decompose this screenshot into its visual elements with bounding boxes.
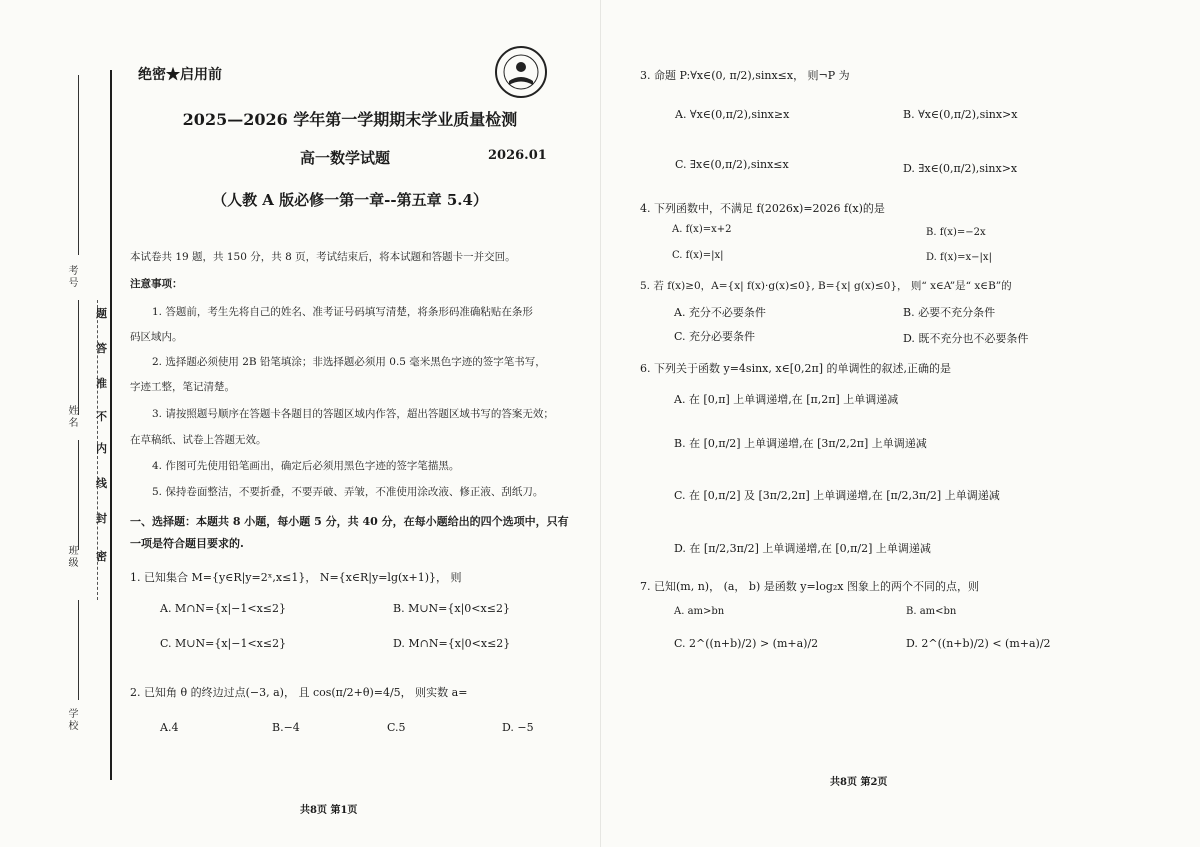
notice-3: 3. 请按照题号顺序在答题卡各题目的答题区域内作答，超出答题区域书写的答案无效； [152,408,554,420]
notice-1-cont: 码区域内。 [130,331,183,343]
q5-option-a: A. 充分不必要条件 [674,306,766,319]
notice-2: 2. 选择题必须使用 2B 铅笔填涂；非选择题必须用 0.5 毫米黑色字迹的签字笔书写， [152,356,546,368]
xuexiao-line [78,600,79,700]
q2-option-b: B.−4 [272,721,300,734]
q7-option-b: B. am<bn [906,606,957,617]
notice-1: 1. 答题前，考生先将自己的姓名、准考证号码填写清楚，将条形码准确粘贴在条形 [152,306,533,318]
q6-option-b: B. 在 [0,π/2] 上单调递增,在 [3π/2,2π] 上单调递减 [674,437,927,450]
intro-text: 本试卷共 19 题，共 150 分，共 8 页，考试结束后，将本试题和答题卡一并交回。 [130,251,516,263]
seal-char: 不 [96,410,107,423]
exam-subject: 高一数学试题 [300,149,391,167]
q1-option-a: A. M∩N={x|−1<x≤2} [160,602,287,615]
q3-option-d: D. ∃x∈(0,π/2),sinx>x [903,162,1018,175]
q3-option-c: C. ∃x∈(0,π/2),sinx≤x [675,158,789,171]
q4-option-d: D. f(x)=x−|x| [926,252,992,263]
q1-option-c: C. M∪N={x|−1<x≤2} [160,637,287,650]
question-5: 5. 若 f(x)≥0，A={x| f(x)·g(x)≤0}, B={x| g(x)≤0}， 则“ x∈A”是“ x∈B”的 [640,280,1012,292]
page-2-footer: 共8页 第2页 [830,777,888,788]
seal-char: 内 [96,442,107,455]
q7-option-d: D. 2^((n+b)/2) < (m+a)/2 [906,637,1051,650]
q2-option-c: C.5 [387,721,406,734]
q4-option-a: A. f(x)=x+2 [672,224,732,235]
exam-scope: （人教 A 版必修一第一章--第五章 5.4） [212,191,488,209]
kaohao-label: 考号 [66,265,77,289]
confidential-label: 绝密★启用前 [138,67,222,83]
seal-char: 题 [96,307,107,320]
binding-line [110,70,112,780]
notice-3-cont: 在草稿纸、试卷上答题无效。 [130,434,267,446]
q4-option-b: B. f(x)=−2x [926,227,986,238]
q3-option-a: A. ∀x∈(0,π/2),sinx≥x [675,108,790,121]
seal-char: 准 [96,377,107,390]
notice-title: 注意事项： [130,278,183,290]
page-divider [600,0,601,847]
q6-option-d: D. 在 [π/2,3π/2] 上单调递增,在 [0,π/2] 上单调递减 [674,542,931,555]
seal-char: 封 [96,512,107,525]
question-7: 7. 已知(m, n)， (a， b) 是函数 y=log₂x 图象上的两个不同的点，则 [640,580,979,593]
page-1-footer: 共8页 第1页 [300,805,358,816]
notice-2-cont: 字迹工整，笔记清楚。 [130,381,235,393]
notice-5: 5. 保持卷面整洁，不要折叠，不要弄破、弄皱，不准使用涂改液、修正液、刮纸刀。 [152,486,544,498]
seal-char: 线 [96,477,107,490]
q2-option-a: A.4 [160,721,179,734]
q1-option-b: B. M∪N={x|0<x≤2} [393,602,510,615]
notice-4: 4. 作图可先使用铅笔画出，确定后必须用黑色字迹的签字笔描黑。 [152,460,460,472]
question-1: 1. 已知集合 M={y∈R|y=2ˣ,x≤1}， N={x∈R|y=lg(x+1)}， 则 [130,571,462,584]
q5-option-c: C. 充分必要条件 [674,330,756,343]
exam-date: 2026.01 [488,148,547,163]
question-6: 6. 下列关于函数 y=4sinx, x∈[0,2π] 的单调性的叙述,正确的是 [640,362,952,375]
q1-option-d: D. M∩N={x|0<x≤2} [393,637,511,650]
q7-option-a: A. am>bn [674,606,725,617]
kaohao-line [78,75,79,255]
question-2: 2. 已知角 θ 的终边过点(−3, a)， 且 cos(π/2+θ)=4/5， 则实数 a= [130,686,468,699]
xuexiao-label: 学校 [66,708,77,732]
banji-label: 班级 [66,545,77,569]
question-3: 3. 命题 P:∀x∈(0, π/2),sinx≤x， 则¬P 为 [640,69,850,82]
q7-option-c: C. 2^((n+b)/2) > (m+a)/2 [674,637,819,650]
seal-char: 答 [96,342,107,355]
q5-option-b: B. 必要不充分条件 [903,306,996,319]
xingming-line [78,300,79,415]
section-1-heading: 一、选择题：本题共 8 小题，每小题 5 分，共 40 分，在每小题给出的四个选项中，只有 [130,515,569,528]
q6-option-a: A. 在 [0,π] 上单调递增,在 [π,2π] 上单调递减 [674,393,899,406]
q5-option-d: D. 既不充分也不必要条件 [903,332,1029,345]
q3-option-b: B. ∀x∈(0,π/2),sinx>x [903,108,1018,121]
xingming-label: 姓名 [66,405,77,429]
question-4: 4. 下列函数中，不满足 f(2026x)=2026 f(x)的是 [640,202,885,215]
school-seal-logo [494,45,548,99]
exam-title: 2025—2026 学年第一学期期末学业质量检测 [182,110,518,129]
seal-char: 密 [96,550,107,563]
q2-option-d: D. −5 [502,721,534,734]
q6-option-c: C. 在 [0,π/2] 及 [3π/2,2π] 上单调递增,在 [π/2,3π/2] 上单调递减 [674,489,1000,502]
q4-option-c: C. f(x)=|x| [672,250,724,261]
banji-line [78,440,79,550]
section-1-heading-cont: 一项是符合题目要求的. [130,537,244,550]
